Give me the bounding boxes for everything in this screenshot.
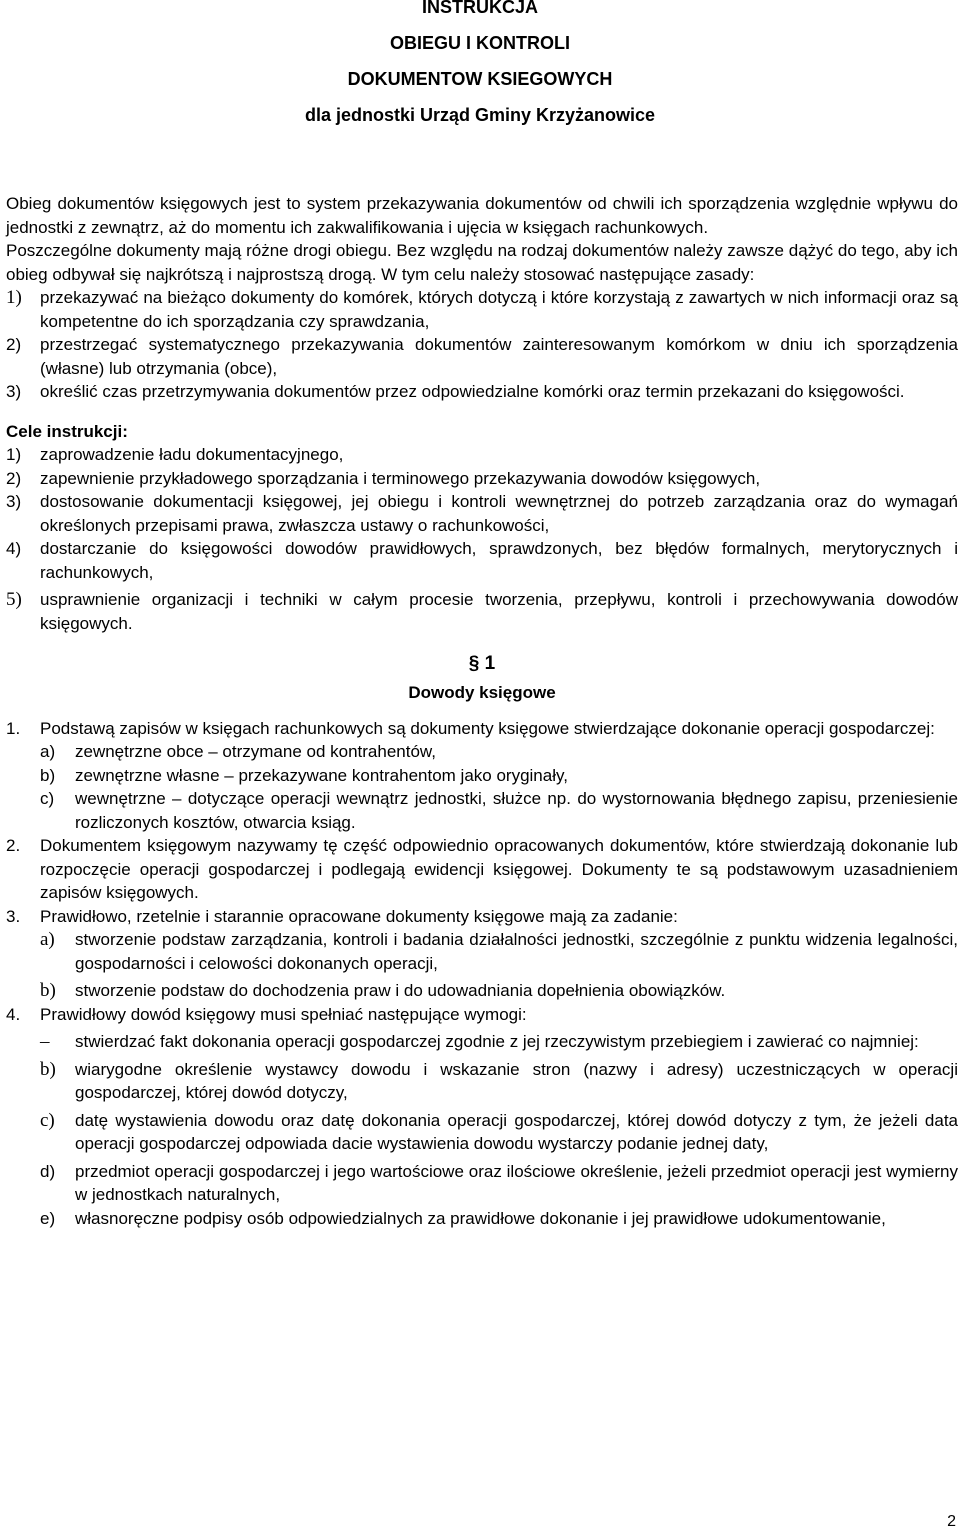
list-item: [6, 1160, 958, 1207]
list-item: [6, 1030, 958, 1054]
list-number: 4): [6, 539, 22, 558]
title-line-2: OBIEGU I KONTROLI: [390, 33, 570, 53]
list-dash: –: [40, 1031, 50, 1052]
paragraph-text: Prawidłowo, rzetelnie i starannie opracowane dokumenty księgowe mają za zadanie:: [40, 906, 678, 926]
numbered-paragraph: [6, 1003, 958, 1027]
intro-paragraph-1: Obieg dokumentów księgowych jest to system przekazywania dokumentów od chwili ich sporządzenia względnie wpływu do jednostki z zewnątrz, aż do momentu ich zakwalifikowania i ujęcia w księgach rachunkowych.: [6, 194, 958, 237]
list-item: [6, 443, 958, 467]
list-text: przestrzegać systematycznego przekazywania dokumentów zainteresowanym komórkom w dniu ich sporządzenia (własne) lub otrzymania (obce),: [40, 335, 958, 378]
document-body: [6, 192, 958, 1230]
page-number: 2: [947, 1512, 956, 1530]
rules-list: [6, 286, 958, 404]
list-item: [6, 380, 958, 404]
section-title: Dowody księgowe: [408, 683, 556, 702]
list-letter: b): [40, 980, 56, 1001]
list-text: przedmiot operacji gospodarczej i jego wartościowe oraz ilościowe określenie, jeżeli przedmiot operacji jest wymierny w jednostkach naturalnych,: [75, 1161, 958, 1204]
list-letter: b): [40, 765, 56, 785]
list-item: [6, 740, 958, 764]
list-text: stworzenie podstaw do dochodzenia praw i do udowadniania dopełnienia obowiązków.: [75, 981, 726, 1000]
list-number: 5): [6, 589, 22, 610]
numbered-paragraph: [6, 834, 958, 905]
list-text: określić czas przetrzymywania dokumentów przez odpowiedzialne komórki oraz termin przekazani do księgowości.: [40, 382, 905, 401]
list-item: [6, 928, 958, 975]
list-text: datę wystawienia dowodu oraz datę dokonania operacji gospodarczej, której dowód dotyczy z tym, że jeżeli data operacji gospodarczej odpowiada dacie wystawienia dowodu wystarczy podanie jednej daty,: [75, 1110, 958, 1153]
paragraph-number: 2.: [6, 836, 21, 855]
list-text: własnoręczne podpisy osób odpowiedzialnych za prawidłowe dokonanie i jej prawidłowe udokumentowanie,: [75, 1208, 886, 1228]
list-number: 1): [6, 287, 22, 308]
list-item: [6, 787, 958, 834]
numbered-paragraph: [6, 717, 958, 741]
paragraph-sign: § 1: [468, 653, 496, 674]
list-item: [6, 467, 958, 491]
intro-paragraph-2: Poszczególne dokumenty mają różne drogi obiegu. Bez względu na rodzaj dokumentów należy zawsze dążyć do tego, aby ich obieg odbywał się najkrótszą i najprostszą drogą. W tym celu należy stosować następujące zasady:: [6, 241, 958, 284]
numbered-paragraph: [6, 905, 958, 929]
list-letter: b): [40, 1058, 56, 1080]
list-number: 3): [6, 382, 22, 401]
list-item: [6, 588, 958, 635]
list-letter: c): [40, 789, 55, 808]
list-text: stwierdzać fakt dokonania operacji gospodarczej zgodnie z jej rzeczywistym przebiegiem i zawierać co najmniej:: [75, 1032, 919, 1051]
list-item: [6, 537, 958, 584]
title-line-3: DOKUMENTOW KSIEGOWYCH: [347, 69, 613, 89]
list-text: wiarygodne określenie wystawcy dowodu i wskazanie stron (nazwy i adresy) uczestniczących w operacji gospodarczej, której dowód dotyczy,: [75, 1059, 958, 1102]
list-number: 1): [6, 445, 22, 464]
list-letter: e): [40, 1208, 56, 1228]
list-item: [6, 286, 958, 333]
list-item: [6, 764, 958, 788]
list-text: dostarczanie do księgowości dowodów prawidłowych, sprawdzonych, bez błędów formalnych, merytorycznych i rachunkowych,: [40, 539, 958, 582]
paragraph-text: Dokumentem księgowym nazywamy tę część odpowiednio opracowanych dokumentów, które stwierdzają dokonanie lub rozpoczęcie operacji gospodarczej i podlegają ewidencji księgowej. Dokumenty te są podstawowym uzasadnieniem zapisów księgowych.: [40, 836, 958, 902]
list-text: zewnętrzne własne – przekazywane kontrahentom jako oryginały,: [75, 765, 568, 785]
list-text: przekazywać na bieżąco dokumenty do komórek, których dotyczą i które korzystają z zawartych w nich informacji oraz są kompetentne do ich sporządzania czy sprawdzania,: [40, 288, 958, 331]
paragraph-number: 1.: [6, 718, 21, 738]
title-line-4: dla jednostki Urząd Gminy Krzyżanowice: [304, 105, 656, 125]
paragraph-number: 4.: [6, 1004, 21, 1024]
list-letter: a): [40, 929, 55, 950]
list-number: 2): [6, 335, 22, 354]
list-text: wewnętrzne – dotyczące operacji wewnątrz jednostki, służce np. do wystornowania błędnego zapisu, przeniesienie rozliczonych kosztów, otwarcia ksiąg.: [75, 789, 958, 832]
paragraph-text: Prawidłowy dowód księgowy musi spełniać następujące wymogi:: [40, 1004, 527, 1024]
list-number: 2): [6, 468, 22, 488]
list-number: 3): [6, 492, 22, 511]
list-item: [6, 1109, 958, 1156]
goals-list: [6, 443, 958, 635]
goals-heading: Cele instrukcji:: [6, 421, 128, 441]
list-letter: a): [40, 742, 56, 761]
list-text: usprawnienie organizacji i techniki w całym procesie tworzenia, przepływu, kontroli i przechowywania dowodów księgowych.: [40, 590, 958, 633]
list-letter: c): [40, 1109, 55, 1131]
list-item: [6, 333, 958, 380]
list-item: [6, 979, 958, 1003]
list-item: [6, 490, 958, 537]
list-text: zaprowadzenie ładu dokumentacyjnego,: [40, 445, 344, 464]
list-text: zewnętrzne obce – otrzymane od kontrahentów,: [75, 742, 436, 761]
list-item: [6, 1058, 958, 1105]
list-letter: d): [40, 1161, 56, 1181]
list-text: stworzenie podstaw zarządzania, kontroli i badania działalności jednostki, szczególnie z punktu widzenia legalności, gospodarności i celowości dokonanych operacji,: [75, 930, 958, 973]
paragraph-number: 3.: [6, 906, 21, 926]
list-item: [6, 1207, 958, 1231]
paragraph-text: Podstawą zapisów w księgach rachunkowych są dokumenty księgowe stwierdzające dokonanie operacji gospodarczej:: [40, 718, 935, 738]
list-text: dostosowanie dokumentacji księgowej, jej obiegu i kontroli wewnętrznej do potrzeb zarządzania oraz do wymagań określonych przepisami prawa, zwłaszcza ustawy o rachunkowości,: [40, 492, 958, 535]
list-text: zapewnienie przykładowego sporządzania i terminowego przekazywania dowodów księgowych,: [40, 468, 761, 488]
title-line-1: INSTRUKCJA: [421, 0, 538, 17]
